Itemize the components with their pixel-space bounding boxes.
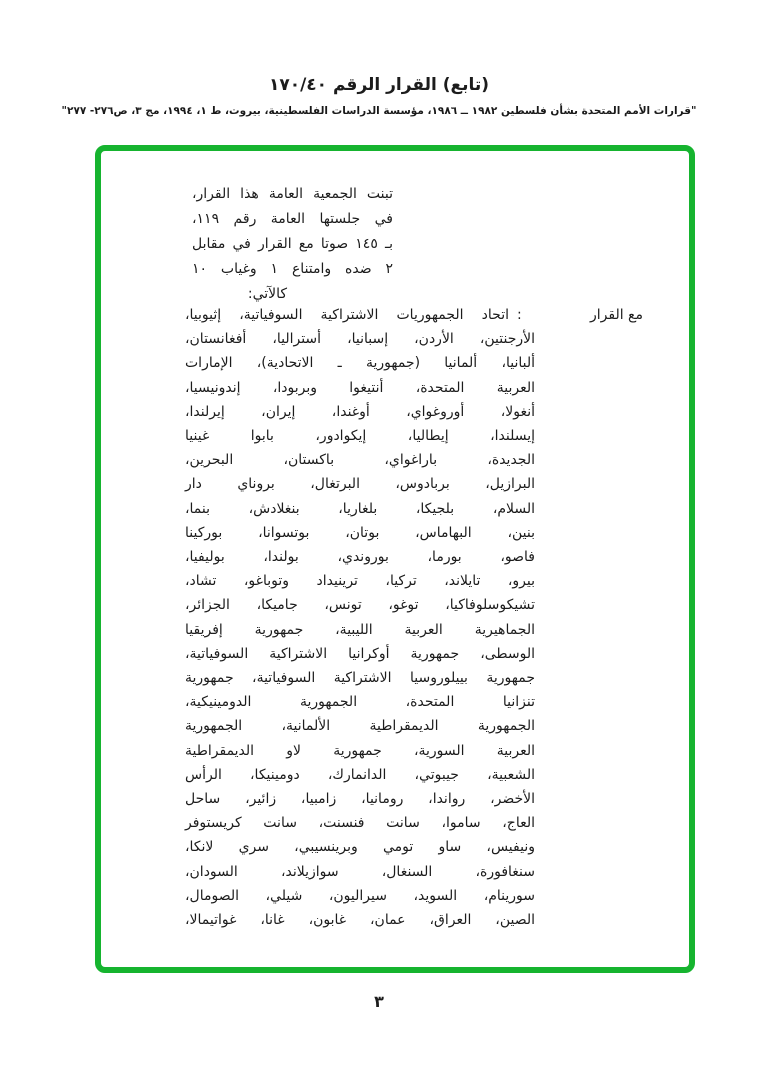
country-list-line: الجديدة، باراغواي، باكستان، البحرين، bbox=[185, 452, 535, 469]
adoption-tail: كالآتي: bbox=[247, 286, 288, 302]
vote-for-label-colon: : bbox=[517, 307, 522, 323]
country-list-line: السلام، بلجيكا، بلغاريا، بنغلادش، بنما، bbox=[185, 500, 535, 517]
page-title: (تابع) القرار الرقم ١٧٠/٤٠ bbox=[268, 75, 490, 95]
adoption-line: تبنت الجمعية العامة هذا القرار، bbox=[192, 186, 393, 202]
country-list-line: تنزانيا المتحدة، الجمهورية الدومينيكية، bbox=[185, 694, 535, 711]
country-list-line: اتحاد الجمهوريات الاشتراكية السوفياتية، إثيوبيا، bbox=[185, 307, 509, 323]
country-list-line: الأرجنتين، الأردن، إسبانيا، أستراليا، أفغانستان، bbox=[185, 331, 535, 348]
country-list-line: سورينام، السويد، سيراليون، شيلي، الصومال، bbox=[185, 887, 535, 904]
page-number: ٣ bbox=[374, 992, 384, 1011]
adoption-line: في جلستها العامة رقم ١١٩، bbox=[192, 211, 393, 227]
country-list-line: الشعبية، جيبوتي، الدانمارك، دومينيكا، الرأس bbox=[185, 766, 535, 783]
adoption-line: بـ ١٤٥ صوتا مع القرار في مقابل bbox=[192, 236, 393, 252]
countries-for-list bbox=[185, 303, 535, 932]
country-list-line: العربية المتحدة، أنتيغوا وبربودا، إندونيسيا، bbox=[185, 379, 535, 396]
country-list-line: العربية السورية، جمهورية لاو الديمقراطية bbox=[185, 742, 535, 759]
country-list-line: جمهورية بييلوروسيا الاشتراكية السوفياتية، جمهورية bbox=[185, 670, 535, 687]
vote-for-label bbox=[517, 303, 643, 327]
country-list-line: الجماهيرية العربية الليبية، جمهورية إفريقيا bbox=[185, 621, 535, 638]
country-list-line: العاج، ساموا، سانت فنسنت، سانت كريستوفر bbox=[185, 815, 535, 832]
adoption-paragraph bbox=[192, 182, 393, 307]
country-list-line: ألبانيا، ألمانيا (جمهورية ـ الاتحادية)، الإمارات bbox=[185, 355, 535, 372]
country-list-line: تشيكوسلوفاكيا، توغو، تونس، جاميكا، الجزائر، bbox=[185, 597, 535, 614]
country-list-line: الصين، العراق، عمان، غابون، غانا، غواتيمالا، bbox=[185, 912, 535, 929]
adoption-line: ٢ ضده وامتناع ١ وغياب ١٠ bbox=[192, 261, 394, 277]
vote-for-label-text: مع القرار bbox=[589, 307, 643, 323]
country-list-line: بيرو، تايلاند، تركيا، ترينيداد وتوباغو، تشاد، bbox=[185, 573, 535, 590]
country-list-line: فاصو، بورما، بوروندي، بولندا، بوليفيا، bbox=[185, 549, 535, 566]
country-list-line: الجمهورية الديمقراطية الألمانية، الجمهورية bbox=[185, 718, 535, 735]
country-list-line: إيسلندا، إيطاليا، إيكوادور، بابوا غينيا bbox=[185, 428, 535, 445]
country-list-line: الوسطى، جمهورية أوكرانيا الاشتراكية السوفياتية، bbox=[185, 645, 535, 662]
source-citation-line: "قرارات الأمم المتحدة بشأن فلسطين ١٩٨٢ ــ ١٩٨٦، مؤسسة الدراسات الفلسطينية، بيروت، ط ١، ١٩٩٤، مج ٣، ص٢٧٦- ٢٧٧" bbox=[61, 105, 697, 117]
country-list-line: البرازيل، بربادوس، البرتغال، بروناي دار bbox=[185, 476, 535, 493]
country-list-line: بنين، البهاماس، بوتان، بوتسوانا، بوركينا bbox=[185, 524, 535, 541]
country-list-line: أنغولا، أوروغواي، أوغندا، إيران، إيرلندا، bbox=[185, 403, 535, 420]
country-list-line: ونيفيس، ساو تومي وبرينسيبي، سري لانكا، bbox=[185, 839, 535, 856]
country-list-line: الأخضر، رواندا، رومانيا، زامبيا، زائير، ساحل bbox=[185, 791, 535, 808]
country-list-line: سنغافورة، السنغال، سوازيلاند، السودان، bbox=[185, 863, 535, 880]
